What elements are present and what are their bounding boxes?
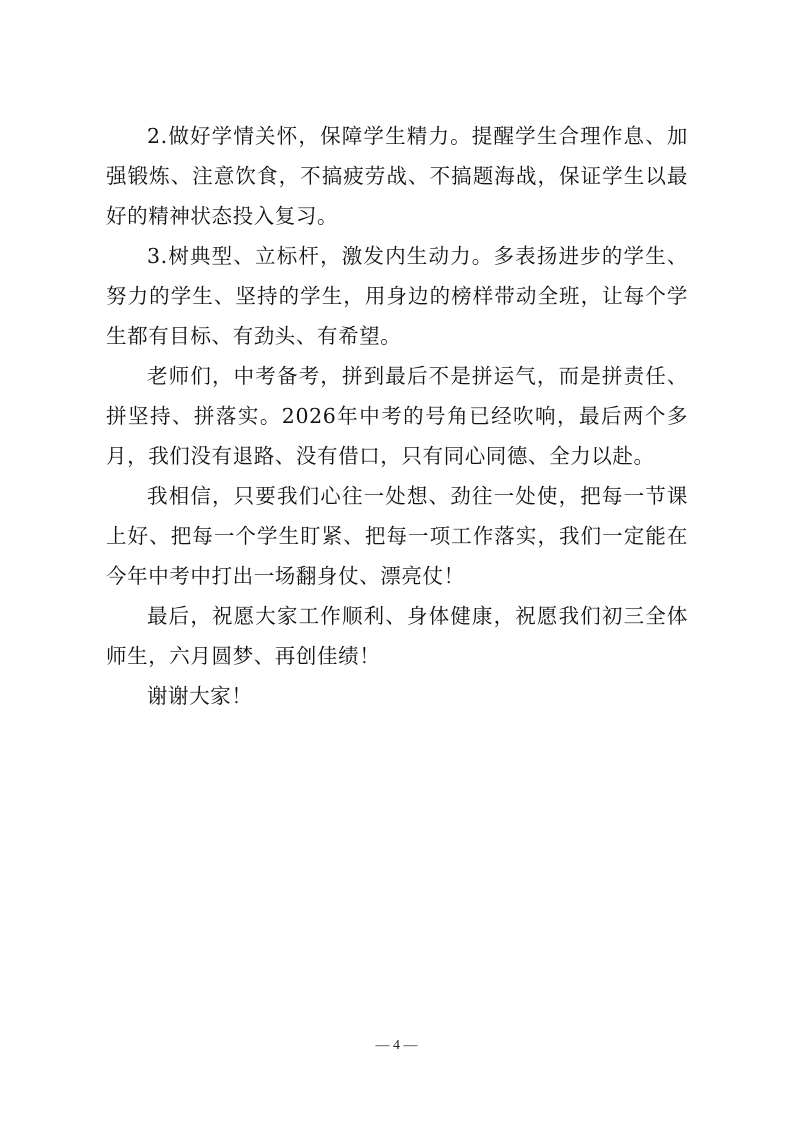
- paragraph-role-models: 3.树典型、立标杆，激发内生动力。多表扬进步的学生、努力的学生、坚持的学生，用身边的榜样带动全班，让每个学生都有目标、有劲头、有希望。: [106, 244, 688, 348]
- paragraph-belief: 我相信，只要我们心往一处想、劲往一处使，把每一节课上好、把每一个学生盯紧、把每一项工作落实，我们一定能在今年中考中打出一场翻身仗、漂亮仗！: [106, 484, 688, 588]
- paragraph-thanks: 谢谢大家！: [147, 684, 253, 708]
- paragraph-study-care: 2.做好学情关怀，保障学生精力。提醒学生合理作息、加强锻炼、注意饮食，不搞疲劳战、不搞题海战，保证学生以最好的精神状态投入复习。: [106, 124, 688, 228]
- paragraph-wishes: 最后，祝愿大家工作顺利、身体健康，祝愿我们初三全体师生，六月圆梦、再创佳绩！: [106, 604, 688, 668]
- page-number: — 4 —: [375, 1038, 418, 1053]
- paragraph-teachers-responsibility: 老师们，中考备考，拼到最后不是拼运气，而是拼责任、拼坚持、拼落实。2026年中考的号角已经吹响，最后两个多月，我们没有退路、没有借口，只有同心同德、全力以赴。: [106, 364, 688, 468]
- document-body: [106, 116, 688, 716]
